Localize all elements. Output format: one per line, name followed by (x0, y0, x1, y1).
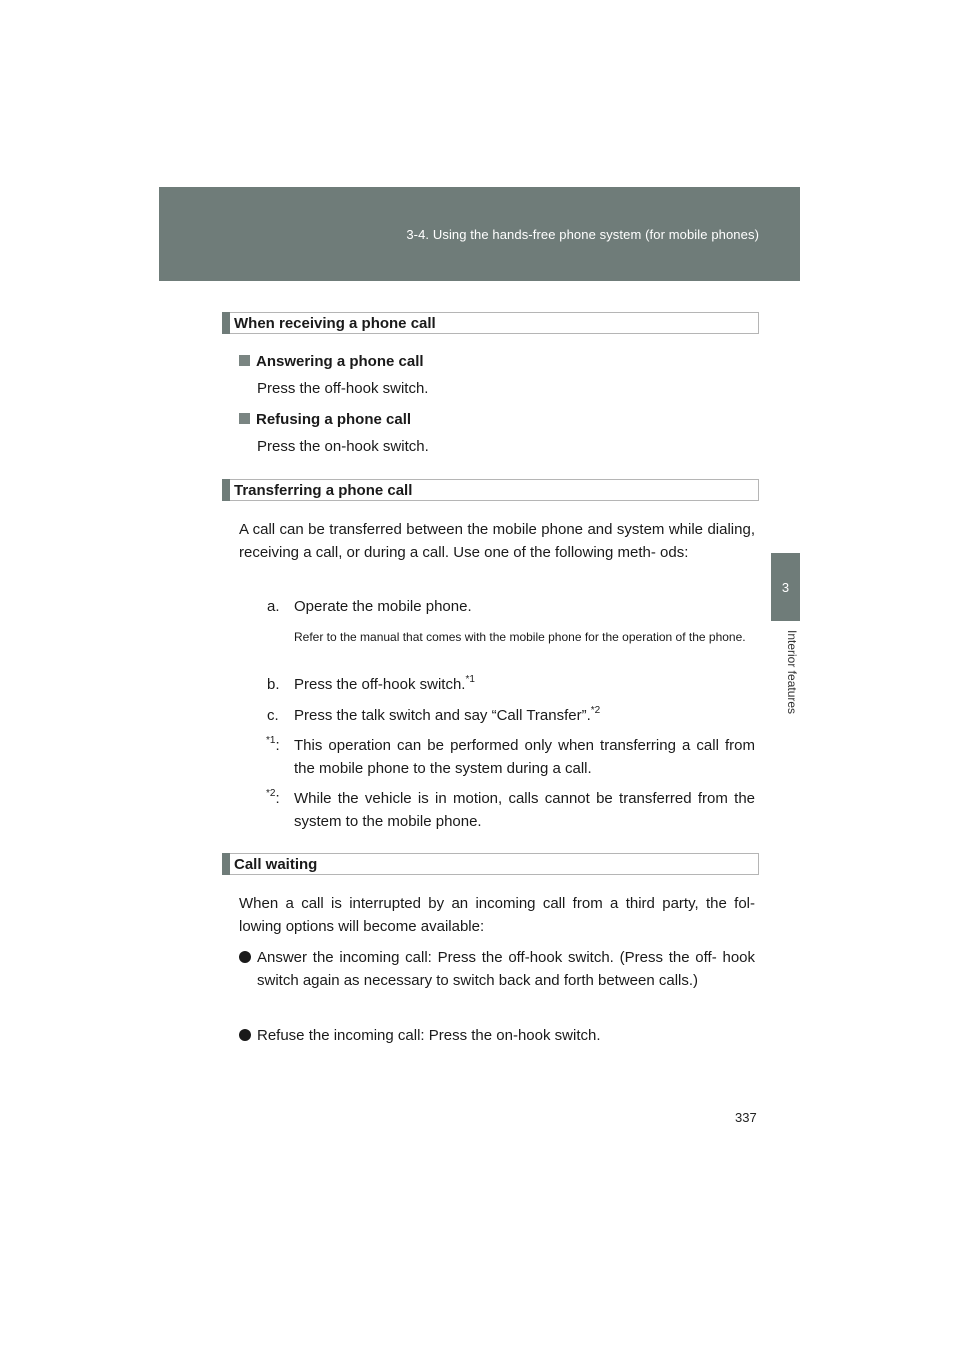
section-heading-transferring (222, 479, 759, 501)
section-heading-label: When receiving a phone call (234, 315, 436, 332)
waiting-intro: When a call is interrupted by an incoming call from a third party, the fol- lowing options will become available: (239, 895, 755, 935)
footnote-ref-1: *1 (465, 674, 475, 685)
waiting-bullet-1: Answer the incoming call: Press the off-hook switch. (Press the off- hook switch again as necessary to switch back and forth between calls.) (257, 949, 755, 989)
page-number: 337 (735, 1110, 757, 1125)
section-heading-label: Call waiting (234, 856, 318, 873)
chapter-title: 3-4. Using the hands-free phone system (for mobile phones) (406, 227, 759, 242)
item-a-text: Operate the mobile phone. (294, 598, 472, 615)
section-heading-bar (222, 312, 230, 334)
chapter-tab-number: 3 (771, 553, 800, 621)
section-heading-label: Transferring a phone call (234, 482, 413, 499)
chapter-header-band (159, 187, 800, 281)
section-heading-waiting (222, 853, 759, 875)
subheading-answering: Answering a phone call (239, 353, 424, 370)
item-c: Press the talk switch and say “Call Transfer”.$^{*2}$ (294, 705, 601, 724)
item-a-marker: a. (267, 598, 280, 615)
footnote-2-text: While the vehicle is in motion, calls cannot be transferred from the system to the mobile phone. (294, 790, 755, 830)
item-c-marker: c. (267, 707, 279, 724)
section-heading-receiving (222, 312, 759, 334)
subheading-refusing: Refusing a phone call (239, 411, 411, 428)
item-a-note: Refer to the manual that comes with the mobile phone for the operation of the phone. (294, 630, 746, 644)
footnote-2-marker: $^{*2}$: (266, 788, 280, 807)
square-bullet-icon (239, 355, 250, 366)
item-b: Press the off-hook switch.$^{*1}$ (294, 674, 475, 693)
square-bullet-icon (239, 413, 250, 424)
section-heading-bar (222, 479, 230, 501)
footnote-1-text: This operation can be performed only when transferring a call from the mobile phone to the system during a call. (294, 737, 755, 777)
footnote-1-marker: $^{*1}$: (266, 735, 280, 754)
answer-text: Press the off-hook switch. (257, 380, 429, 397)
chapter-tab-label: Interior features (785, 630, 799, 715)
section-heading-bar (222, 853, 230, 875)
waiting-bullet-2: Refuse the incoming call: Press the on-hook switch. (257, 1027, 601, 1044)
round-bullet-icon (239, 1029, 251, 1041)
item-b-marker: b. (267, 676, 280, 693)
footnote-ref-2: *2 (590, 705, 601, 716)
refuse-text: Press the on-hook switch. (257, 438, 429, 455)
transfer-intro: A call can be transferred between the mobile phone and system while dialing, receiving a call, or during a call. Use one of the following meth- ods: (239, 521, 755, 561)
round-bullet-icon (239, 951, 251, 963)
